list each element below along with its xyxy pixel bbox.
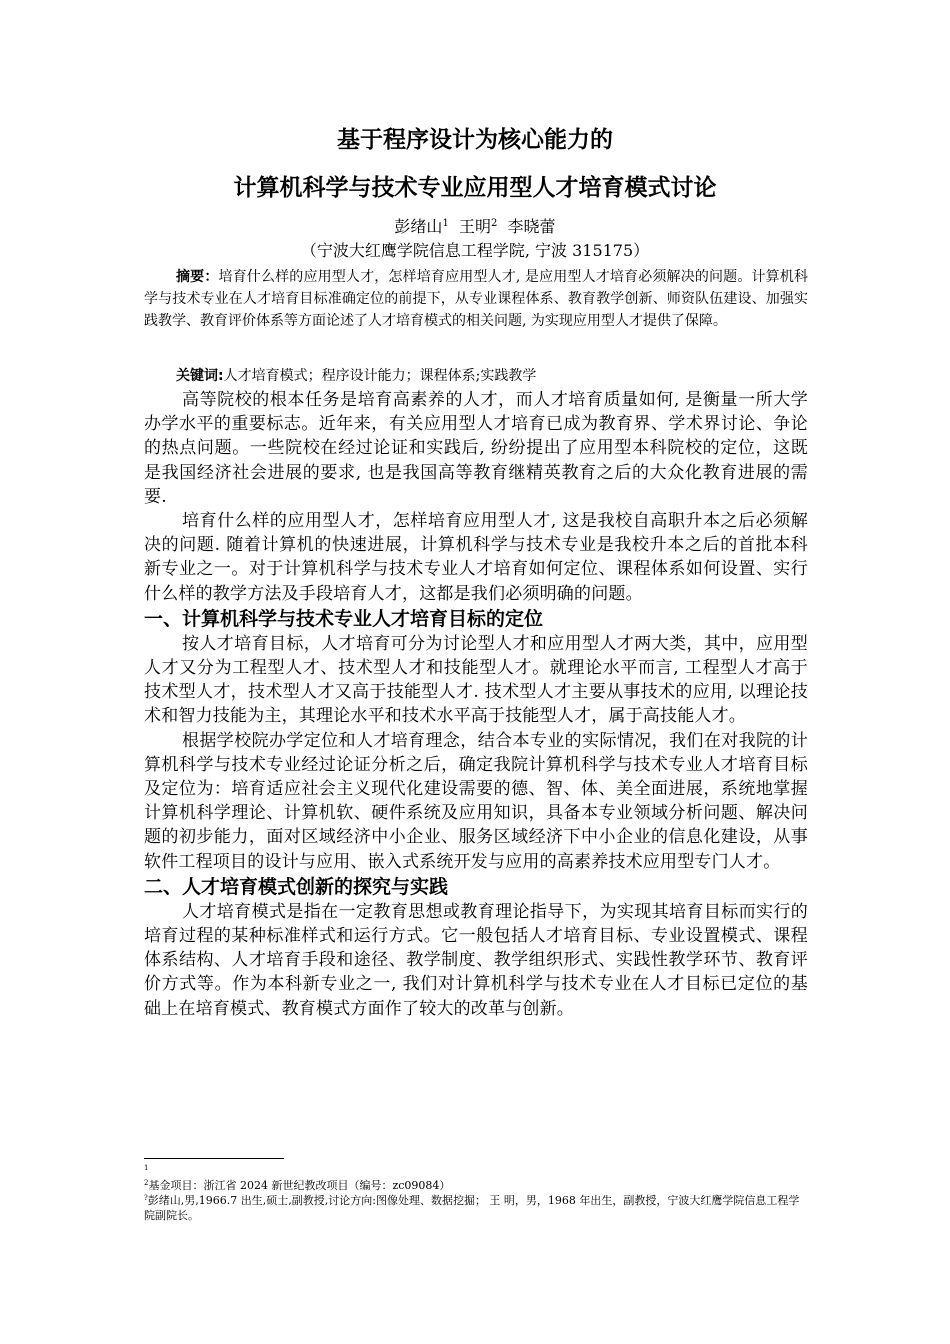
author-name: 彭绪山 [394, 217, 443, 236]
author-name: 李晓蕾 [507, 217, 556, 236]
keywords-label: 关键词: [176, 368, 224, 384]
author-list [0, 216, 950, 238]
title-line-1: 基于程序设计为核心能力的 [337, 127, 613, 153]
footnote-mark: ? [144, 1194, 148, 1202]
footnote [144, 1163, 808, 1178]
body-text [144, 388, 808, 1021]
footnote-text: 基金项目：浙江省 2024 新世纪教改项目（编号：zc09084） [148, 1179, 451, 1192]
keywords-text: 人才培育模式；程序设计能力；课程体系;实践教学 [223, 368, 537, 384]
footnote-separator [144, 1158, 284, 1159]
abstract-label: 摘要： [176, 269, 219, 285]
footnote-text: 彭绪山,男,1966.7 出生,硕士,副教授,讨论方向:图像处理、数据挖掘； 王 明，男，1968 年出生，副教授，宁波大红鹰学院信息工程学院副院长。 [144, 1194, 800, 1222]
paragraph-section1-2: 根据学校院办学定位和人才培育理念，结合本专业的实际情况，我们在对我院的计算机科学与技术专业经过论证分析之后，确定我院计算机科学与技术专业人才培育目标及定位为：培育适应社会主义现代化建设需要的德、智、体、美全面进展，系统地掌握计算机科学理论、计算机软、硬件系统及应用知识，具备本专业领域分析问题、解决问题的初步能力，面对区域经济中小企业、服务区域经济下中小企业的信息化建设，从事软件工程项目的设计与应用、嵌入式系统开发与应用的高素养技术应用型专门人才。 [144, 730, 808, 872]
author-name: 王明 [458, 217, 491, 236]
keywords [144, 366, 808, 386]
footnote [144, 1193, 808, 1223]
footnote [144, 1178, 808, 1193]
section-heading-2: 二、人才培育模式创新的探究与实践 [144, 875, 449, 898]
footnote-mark: 1 [144, 1164, 149, 1172]
paragraph-section1-1: 按人才培育目标，人才培育可分为讨论型人才和应用型人才两大类，其中，应用型人才又分为工程型人才、技术型人才和技能型人才。就理论水平而言, 工程型人才高于技术型人才，技术型人才又高于技能型人才. 技术型人才主要从事技术的应用, 以理论技术和智力技能为主，其理论水平和技术水平高于技能型人才，属于高技能人才。 [144, 633, 808, 727]
affiliation: （宁波大红鹰学院信息工程学院, 宁波 315175） [300, 241, 650, 260]
author-mark: 1 [442, 218, 449, 229]
abstract [144, 266, 808, 332]
author-mark: 2 [491, 218, 498, 229]
footnotes [144, 1163, 808, 1223]
paragraph-intro-1: 高等院校的根本任务是培育高素养的人才，而人才培育质量如何, 是衡量一所大学办学水平的重要标志。近年来，有关应用型人才培育已成为教育界、学术界讨论、争论的热点问题。一些院校在经过论证和实践后, 纷纷提出了应用型本科院校的定位，这既是我国经济社会进展的要求, 也是我国高等教育继精英教育之后的大众化教育进展的需要. [144, 390, 808, 507]
paragraph-intro-2: 培育什么样的应用型人才，怎样培育应用型人才, 这是我校自高职升本之后必须解决的问题. 随着计算机的快速进展，计算机科学与技术专业是我校升本之后的首批本科新专业之一。对于计算机科学与技术专业人才培育如何定位、课程体系如何设置、实行什么样的教学方法及手段培育人才，这都是我们必须明确的问题。 [144, 511, 808, 604]
footnote-mark: 2 [144, 1179, 149, 1187]
paragraph-section2-1: 人才培育模式是指在一定教育思想或教育理论指导下，为实现其培育目标而实行的培育过程的某种标准样式和运行方式。它一般包括人才培育目标、专业设置模式、课程体系结构、人才培育手段和途径、教学制度、教学组织形式、实践性教学环节、教育评价方式等。作为本科新专业之一, 我们对计算机科学与技术专业在人才目标已定位的基础上在培育模式、教育模式方面作了较大的改革与创新。 [144, 901, 808, 1019]
title-line-2: 计算机科学与技术专业应用型人才培育模式讨论 [233, 175, 717, 201]
abstract-text: 培育什么样的应用型人才，怎样培育应用型人才, 是应用型人才培育必须解决的问题。计算机科学与技术专业在人才培育目标准确定位的前提下，从专业课程体系、教育教学创新、师资队伍建设、加强实践教学、教育评价体系等方面论述了人才培育模式的相关问题, 为实现应用型人才提供了保障。 [144, 269, 808, 329]
section-heading-1: 一、计算机科学与技术专业人才培育目标的定位 [144, 607, 544, 630]
